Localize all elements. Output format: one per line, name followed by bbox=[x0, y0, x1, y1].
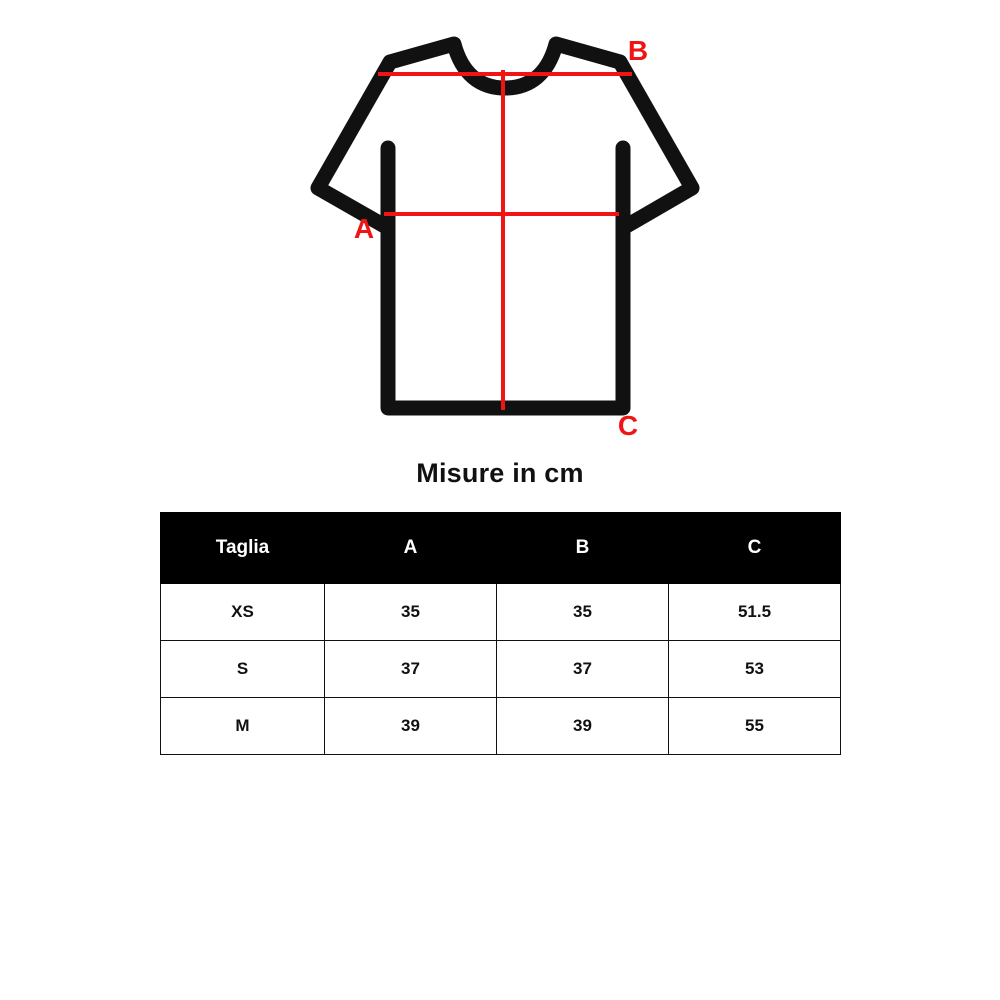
table-cell-c: 55 bbox=[669, 698, 841, 755]
table-cell-a: 39 bbox=[325, 698, 497, 755]
table-cell-b: 35 bbox=[497, 584, 669, 641]
tshirt-diagram bbox=[0, 0, 1000, 450]
table-cell-c: 53 bbox=[669, 641, 841, 698]
table-header-cell-a: A bbox=[325, 513, 497, 584]
table-row bbox=[161, 584, 841, 641]
label-a: A bbox=[353, 213, 375, 244]
size-table bbox=[160, 512, 841, 755]
table-row bbox=[161, 698, 841, 755]
table-cell-b: 39 bbox=[497, 698, 669, 755]
table-cell-b: 37 bbox=[497, 641, 669, 698]
table-body bbox=[161, 584, 841, 755]
label-c: C bbox=[617, 410, 639, 441]
table-header-row bbox=[161, 513, 841, 584]
table-cell-a: 37 bbox=[325, 641, 497, 698]
table-cell-size: M bbox=[161, 698, 325, 755]
table-row bbox=[161, 641, 841, 698]
table-header-cell-c: C bbox=[669, 513, 841, 584]
table-cell-a: 35 bbox=[325, 584, 497, 641]
table-header bbox=[161, 513, 841, 584]
measure-caption: Misure in cm bbox=[416, 458, 584, 488]
table-header-cell-size: Taglia bbox=[161, 513, 325, 584]
table-cell-size: XS bbox=[161, 584, 325, 641]
table-cell-c: 51.5 bbox=[669, 584, 841, 641]
table-header-cell-b: B bbox=[497, 513, 669, 584]
measurement-lines bbox=[378, 70, 632, 410]
table-cell-size: S bbox=[161, 641, 325, 698]
label-b: B bbox=[627, 35, 649, 66]
